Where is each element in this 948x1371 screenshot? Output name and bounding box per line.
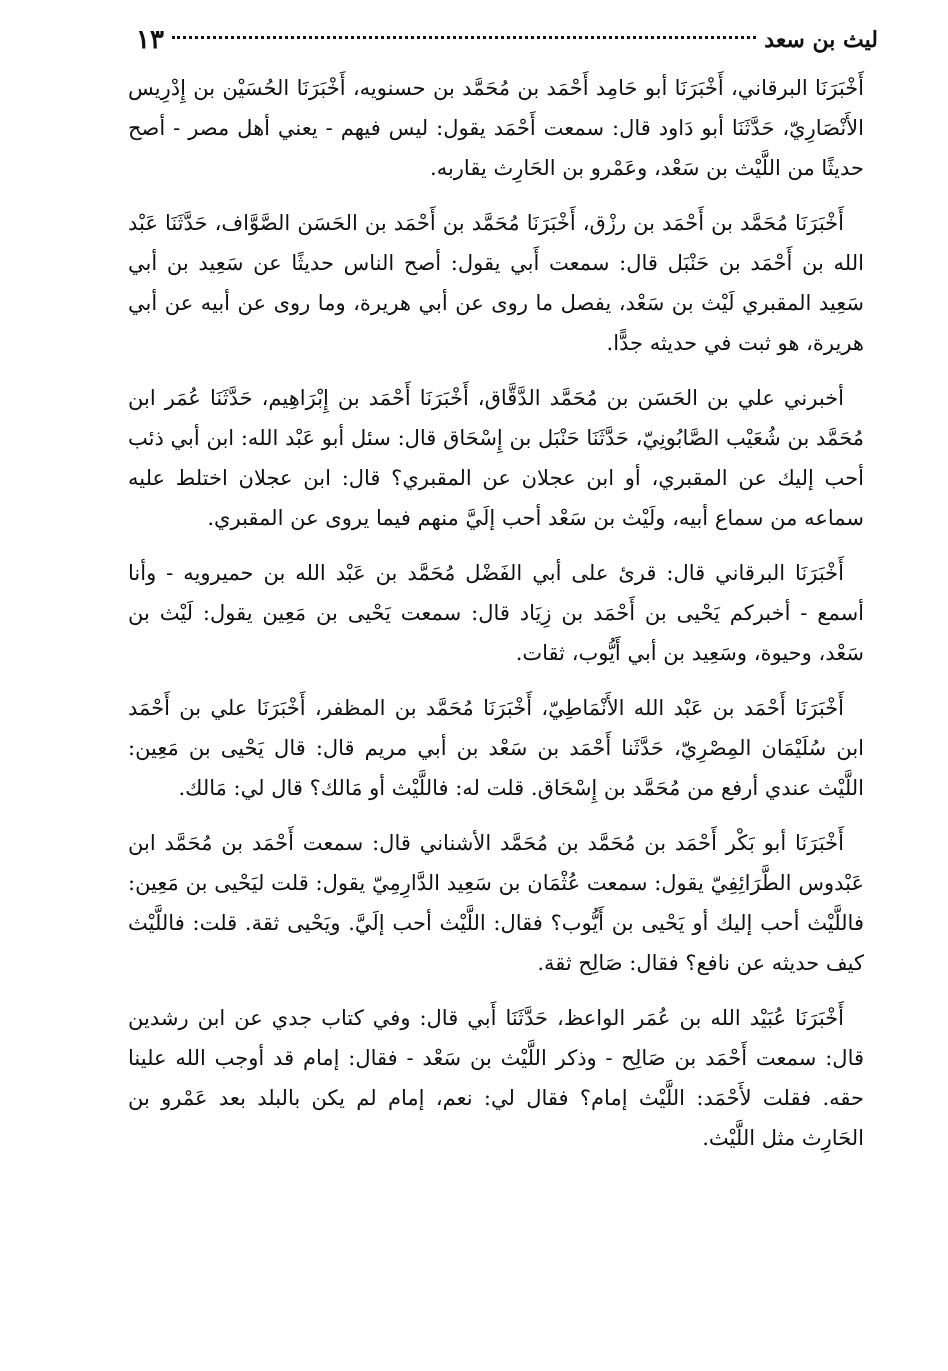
paragraph: أَخْبَرَنَا عُبَيْد الله بن عُمَر الواعظ، حَدَّثَنَا أَبي قال: وفي كتاب جدي عن ابن رشدين قال: سمعت أَحْمَد بن صَالِح - وذكر اللَّيْث بن سَعْد - فقال: إمام قد أوجب الله علينا حقه. فقلت لأَحْمَد: اللَّيْث إمام؟ فقال لي: نعم، إمام لم يكن بالبلد بعد عَمْرو بن الحَارِث مثل اللَّيْث. — [128, 1006, 864, 1150]
leader-dots — [172, 35, 756, 39]
paragraph: أَخْبَرَنَا البرقاني قال: قرئ على أبي الفَضْل مُحَمَّد بن عَبْد الله بن حميرويه - وأنا أسمع - أخبركم يَحْيى بن أَحْمَد بن زِيَاد قال: سمعت يَحْيى بن مَعِين يقول: لَيْث بن سَعْد، وحيوة، وسَعِيد بن أبي أَيُّوب، ثقات. — [128, 561, 864, 665]
paragraph: أَخْبَرَنَا أَحْمَد بن عَبْد الله الأَنْمَاطِيّ، أَخْبَرَنَا مُحَمَّد بن المظفر، أَخْبَرَنَا علي بن أَحْمَد ابن سُلَيْمَان المِصْرِيّ، حَدَّثَنا أَحْمَد بن سَعْد بن أبي مريم قال: قال يَحْيى بن مَعِين: اللَّيْث عندي أرفع من مُحَمَّد بن إِسْحَاق. قلت له: فاللَّيْث أو مَالك؟ قال لي: مَالك. — [128, 696, 864, 800]
paragraph: أَخْبَرَنَا أبو بَكْر أَحْمَد بن مُحَمَّد بن مُحَمَّد الأشناني قال: سمعت أَحْمَد بن مُحَمَّد ابن عَبْدوس الطَّرَائِفِيّ يقول: سمعت عُثْمَان بن سَعِيد الدَّارِمِيّ يقول: قلت ليَحْيى بن مَعِين: فاللَّيْث أحب إليك أو يَحْيى بن أَيُّوب؟ فقال: اللَّيْث أحب إلَيَّ. ويَحْيى ثقة. قلت: فاللَّيْث كيف حديثه عن نافع؟ فقال: صَالِح ثقة. — [128, 831, 864, 975]
page-body — [128, 68, 864, 1173]
paragraph: أَخْبَرَنَا مُحَمَّد بن أَحْمَد بن رزْق، أَخْبَرَنَا مُحَمَّد بن أَحْمَد بن الحَسَن الصَّوَّاف، حَدَّثَنَا عَبْد الله بن أَحْمَد بن حَنْبَل قال: سمعت أَبي يقول: أصح الناس حديثًا عن سَعِيد بن أبي سَعِيد المقبري لَيْث بن سَعْد، يفصل ما روى عن أبي هريرة، وما روى عن أبيه عن أبي هريرة، هو ثبت في حديثه جدًّا. — [128, 211, 864, 355]
page-number: ١٣ — [136, 25, 164, 55]
running-title: ليث بن سعد — [764, 27, 878, 53]
paragraph: أخبرني علي بن الحَسَن بن مُحَمَّد الدَّقَّاق، أَخْبَرَنَا أَحْمَد بن إِبْرَاهِيم، حَدَّثَنَا عُمَر ابن مُحَمَّد بن شُعَيْب الصَّابُونِيّ، حَدَّثَنَا حَنْبَل بن إِسْحَاق قال: سئل أبو عَبْد الله: ابن أبي ذئب أحب إليك عن المقبري، أو ابن عجلان عن المقبري؟ قال: ابن عجلان اختلط عليه سماعه من سماع أبيه، ولَيْث بن سَعْد أحب إلَيَّ منهم فيما يروى عن المقبري. — [128, 386, 864, 530]
paragraph: أَخْبَرَنَا البرقاني، أَخْبَرَنَا أبو حَامِد أَحْمَد بن مُحَمَّد بن حسنويه، أَخْبَرَنَا الحُسَيْن بن إِدْرِيس الأَنْصَارِيّ، حَدَّثَنَا أبو دَاود قال: سمعت أَحْمَد يقول: ليس فيهم - يعني أهل مصر - أصح حديثًا من اللَّيْث بن سَعْد، وعَمْرو بن الحَارِث يقاربه. — [128, 76, 864, 180]
running-header — [136, 20, 878, 60]
